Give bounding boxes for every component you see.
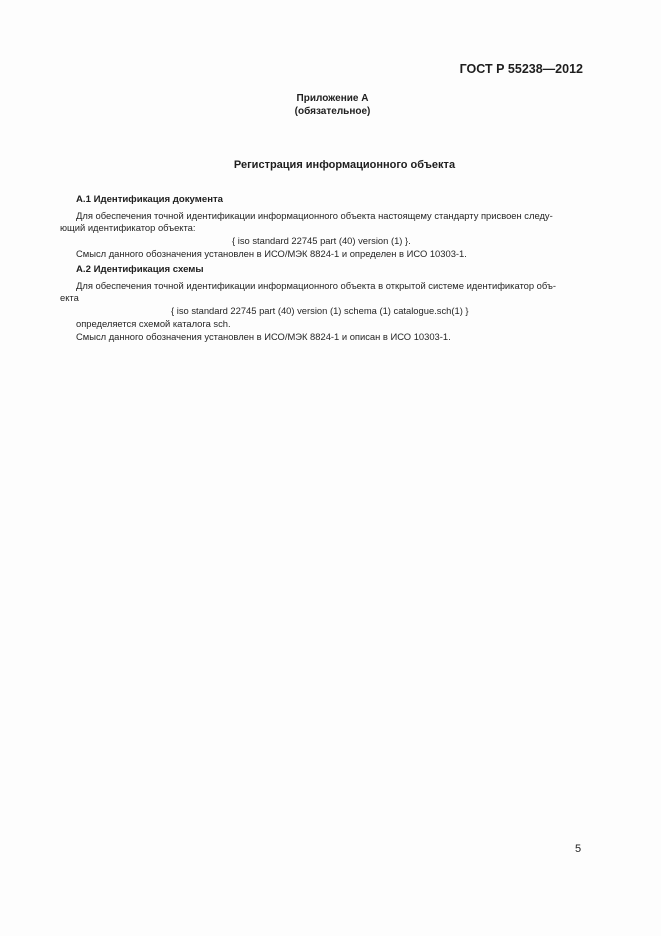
paragraph-line: Для обеспечения точной идентификации информационного объекта настоящему стандарту присвоен следу- [76,210,553,221]
paragraph-line: екта [60,292,79,303]
object-identifier: { iso standard 22745 part (40) version (1) }. [232,235,411,246]
paragraph-line: Смысл данного обозначения установлен в ИСО/МЭК 8824-1 и описан в ИСО 10303-1. [76,331,451,342]
annex-title: Приложение А [296,93,369,104]
page-number: 5 [575,843,582,855]
schema-identifier: { iso standard 22745 part (40) version (1) schema (1) catalogue.sch(1) } [171,305,469,316]
annex-heading [0,92,661,118]
paragraph-line: Для обеспечения точной идентификации информационного объекта в открытой системе идентификатор объ- [76,280,556,291]
annex-status: (обязательное) [294,106,371,117]
subsection-heading-a2: А.2 Идентификация схемы [76,264,204,275]
subsection-heading-a1: А.1 Идентификация документа [76,194,224,205]
paragraph-line: ющий идентификатор объекта: [60,222,196,233]
document-code: ГОСТ Р 55238—2012 [459,62,583,76]
paragraph-line: Смысл данного обозначения установлен в ИСО/МЭК 8824-1 и определен в ИСО 10303-1. [76,248,467,259]
section-title: Регистрация информационного объекта [233,159,456,171]
paragraph-line: определяется схемой каталога sch. [76,318,231,329]
